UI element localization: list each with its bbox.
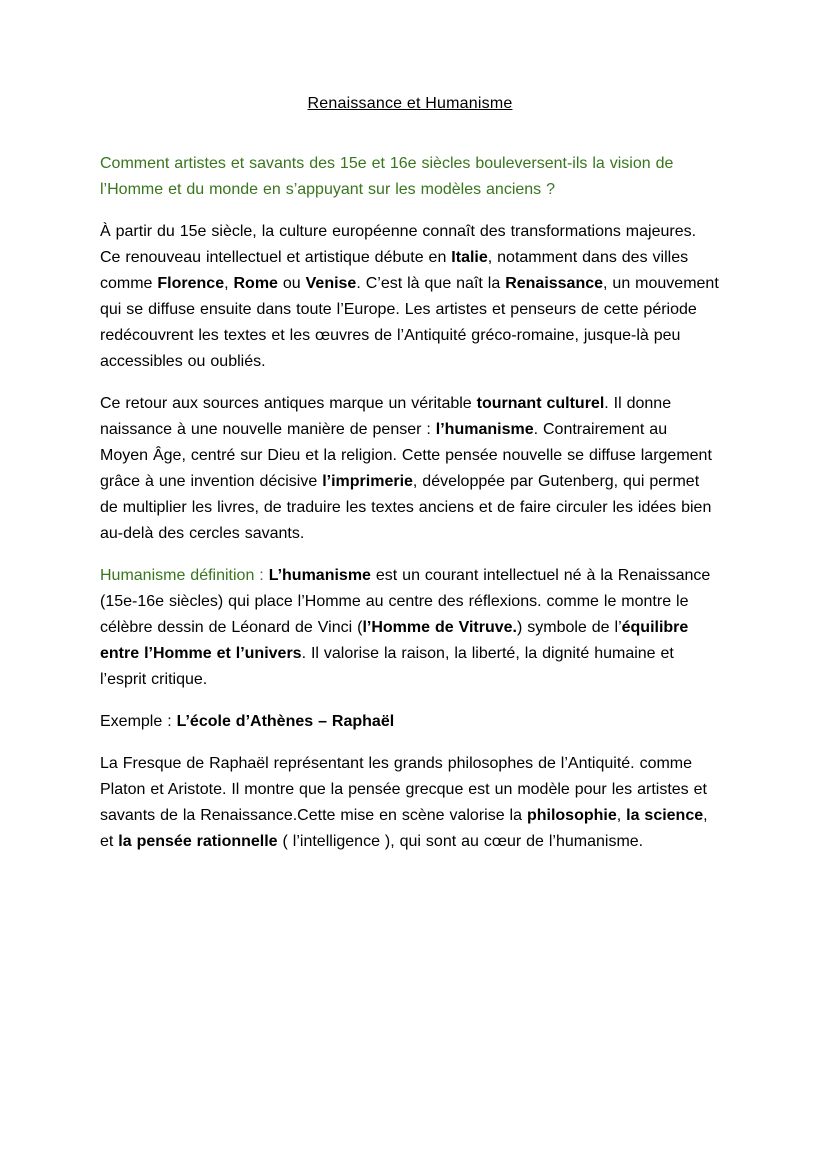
text-run: est un courant intellectuel né à la Renaissance (15e-16e siècles) qui place l’Homme au centre des réflexions. comme le montre le célèbre dessin de Léonard de Vinci ( xyxy=(100,567,711,636)
text-run: À partir du 15e siècle, la culture européenne connaît des transformations majeures. Ce renouveau intellectuel et artistique débute en xyxy=(100,223,697,266)
text-run: . C’est là que naît la xyxy=(356,275,506,292)
paragraph xyxy=(100,709,720,735)
text-run: philosophie xyxy=(526,807,617,824)
document-body xyxy=(100,151,720,855)
text-run: Venise xyxy=(305,275,357,292)
text-run: Renaissance xyxy=(505,275,604,292)
paragraph xyxy=(100,219,720,375)
text-run: . Il valorise la raison, la liberté, la dignité humaine et l’esprit critique. xyxy=(100,645,674,688)
text-run: , et xyxy=(100,807,708,850)
text-run: L’école d’Athènes – Raphaël xyxy=(176,713,395,730)
text-run: . Il donne naissance à une nouvelle manière de penser : xyxy=(100,395,672,438)
document-title: Renaissance et Humanisme xyxy=(307,95,513,112)
text-run: . Contrairement au Moyen Âge, centré sur Dieu et la religion. Cette pensée nouvelle se diffuse largement grâce à une invention décisive xyxy=(100,421,712,490)
text-run: Italie xyxy=(451,249,488,266)
text-run: la science xyxy=(626,807,704,824)
text-run: , un mouvement qui se diffuse ensuite dans toute l’Europe. Les artistes et penseurs de cette période redécouvrent les textes et les œuvres de l’Antiquité gréco-romaine, jusque-là peu accessibles ou oubliés. xyxy=(100,275,719,370)
text-run: ou xyxy=(277,275,306,292)
text-run: l’humanisme xyxy=(435,421,534,438)
text-run: Comment artistes et savants des 15e et 16e siècles bouleversent-ils la vision de l’Homme et du monde en s’appuyant sur les modèles anciens ? xyxy=(100,155,674,198)
text-run: , xyxy=(616,807,627,824)
text-run: ) symbole de l’ xyxy=(516,619,622,636)
text-run: , développée par Gutenberg, qui permet de multiplier les livres, de traduire les textes anciens et de faire circuler les idées bien au-delà des cercles savants. xyxy=(100,473,712,542)
text-run: Ce retour aux sources antiques marque un véritable xyxy=(100,395,477,412)
text-run: ( l’intelligence ), qui sont au cœur de l’humanisme. xyxy=(277,833,644,850)
text-run: la pensée rationnelle xyxy=(118,833,278,850)
text-run: , notamment dans des villes comme xyxy=(100,249,689,292)
text-run: Humanisme définition : xyxy=(100,567,269,584)
text-run: Rome xyxy=(233,275,278,292)
text-run: L’humanisme xyxy=(268,567,371,584)
text-run: l’Homme de Vitruve. xyxy=(362,619,517,636)
text-run: tournant culturel xyxy=(476,395,605,412)
text-run: l’imprimerie xyxy=(322,473,413,490)
text-run: équilibre entre l’Homme et l’univers xyxy=(100,619,689,662)
paragraph xyxy=(100,751,720,855)
paragraph xyxy=(100,151,720,203)
text-run: , xyxy=(224,275,234,292)
paragraph xyxy=(100,563,720,693)
paragraph xyxy=(100,391,720,547)
text-run: Exemple : xyxy=(100,713,177,730)
text-run: La Fresque de Raphaël représentant les grands philosophes de l’Antiquité. comme Platon et Aristote. Il montre que la pensée grecque est un modèle pour les artistes et savants de la Renaissance.Cette mise en scène valorise la xyxy=(100,755,707,824)
text-run: Florence xyxy=(157,275,225,292)
